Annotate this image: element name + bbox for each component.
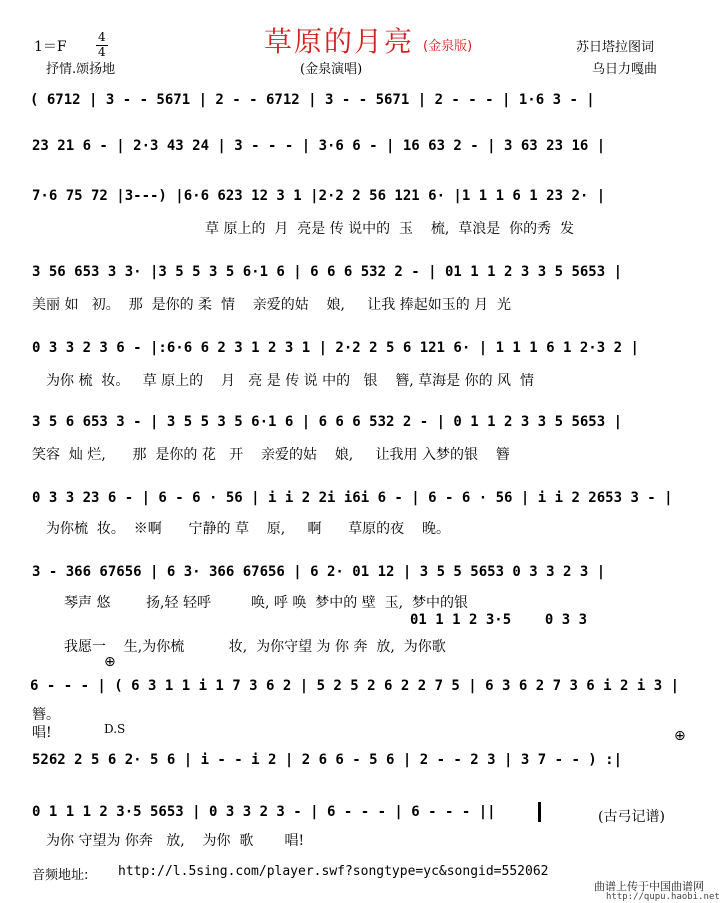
watermark-url: http://qupu.haobi.net bbox=[606, 892, 720, 902]
notation-row-2: 23 21 6 - | 2·3 43 24 | 3 - - - | 3·6 6 - | 16 63 2 - | 3 63 23 16 | bbox=[32, 138, 606, 154]
composer-credit: 乌日力嘎曲 bbox=[592, 62, 658, 77]
audio-label: 音频地址: bbox=[32, 868, 89, 883]
song-title: 草原的月亮 bbox=[264, 25, 415, 58]
notation-row-4: 3 56 653 3 3· |3 5 5 3 5 6·1 6 | 6 6 6 532 2 - | 01 1 1 2 3 3 5 5653 | bbox=[32, 264, 623, 280]
audio-link[interactable]: http://l.5sing.com/player.swf?songtype=yc&songid=552062 bbox=[118, 864, 549, 879]
notation-row-11: 5262 2 5 6 2· 5 6 | i - - i 2 | 2 6 6 - 5 6 | 2 - - 2 3 | 3 7 - - ) :| bbox=[32, 752, 623, 768]
notation-row-6: 3 5 6 653 3 - | 3 5 5 3 5 6·1 6 | 6 6 6 532 2 - | 0 1 1 2 3 3 5 5653 | bbox=[32, 414, 623, 430]
time-signature-top: 4 bbox=[98, 30, 106, 44]
watermark-text: 曲谱上传于中国曲谱网 bbox=[594, 880, 704, 893]
lyric-row-12: 为你 守望为 你奔 放, 为你 歌 唱! bbox=[46, 833, 305, 849]
notation-row-8: 3 - 366 67656 | 6 3· 366 67656 | 6 2· 01 12 | 3 5 5 5653 0 3 3 2 3 | bbox=[32, 564, 606, 580]
notation-row-1: ( 6712 | 3 - - 5671 | 2 - - 6712 | 3 - - 5671 | 2 - - - | 1·6 3 - | bbox=[30, 92, 595, 108]
notation-row-5: 0 3 3 2 3 6 - |:6·6 6 2 3 1 2 3 1 | 2·2 2 5 6 121 6· | 1 1 1 6 1 2·3 2 | bbox=[32, 340, 639, 356]
notation-row-7: 0 3 3 23 6 - | 6 - 6 · 56 | i i 2 2i i6i 6 - | 6 - 6 · 56 | i i 2 2653 3 - | bbox=[32, 490, 673, 506]
lyric-row-10: 簪。 bbox=[32, 707, 60, 723]
lyric-row-9: 我愿一 生,为你梳 妆, 为你守望 为 你 奔 放, 为你歌 bbox=[64, 639, 446, 655]
lyric-row-7: 为你梳 妆。 ※啊 宁静的 草 原, 啊 草原的夜 晚。 bbox=[46, 521, 450, 537]
lyric-row-5: 为你 梳 妆。 草 原上的 月 亮 是 传 说 中的 银 簪, 草海是 你的 风 情 bbox=[46, 373, 534, 389]
expression-mark: 抒情.颂扬地 bbox=[46, 62, 116, 77]
ds-marking: D.S bbox=[104, 722, 126, 736]
notation-row-3: 7·6 75 72 |3---) |6·6 623 12 3 1 |2·2 2 56 121 6· |1 1 1 6 1 23 2· | bbox=[32, 188, 606, 204]
lyric-row-11: 唱! bbox=[32, 725, 52, 741]
notation-row-12: 0 1 1 1 2 3·5 5653 | 0 3 3 2 3 - | 6 - - - | 6 - - - || bbox=[32, 804, 496, 820]
lyric-row-6: 笑容 灿 烂, 那 是你的 花 开 亲爱的姑 娘, 让我用 入梦的银 簪 bbox=[32, 447, 510, 463]
notation-row-10: 6 - - - | ( 6 3 1 1 i 1 7 3 6 2 | 5 2 5 2 6 2 2 7 5 | 6 3 6 2 7 3 6 i 2 i 3 | bbox=[30, 678, 680, 694]
lyric-row-8: 琴声 悠 扬,轻 轻呼 唤, 呼 唤 梦中的 壁 玉, 梦中的银 bbox=[64, 595, 468, 611]
transcriber-note: (古弓记谱) bbox=[598, 809, 665, 825]
key-signature: 1＝F bbox=[34, 39, 67, 55]
final-barline bbox=[538, 802, 541, 822]
title-version: (金泉版) bbox=[423, 39, 473, 54]
notation-row-9: 01 1 1 2 3·5 0 3 3 bbox=[410, 612, 588, 628]
coda-sign-icon: ⊕ bbox=[104, 654, 116, 670]
performer-credit: (金泉演唱) bbox=[300, 62, 363, 77]
lyricist-credit: 苏日塔拉图词 bbox=[576, 40, 655, 55]
lyric-row-4: 美丽 如 初。 那 是你的 柔 情 亲爱的姑 娘, 让我 捧起如玉的 月 光 bbox=[32, 297, 512, 313]
time-signature-bottom: 4 bbox=[98, 45, 106, 59]
lyric-row-3: 草 原上的 月 亮是 传 说中的 玉 梳, 草浪是 你的秀 发 bbox=[205, 221, 575, 237]
coda-sign-icon-2: ⊕ bbox=[674, 728, 686, 744]
